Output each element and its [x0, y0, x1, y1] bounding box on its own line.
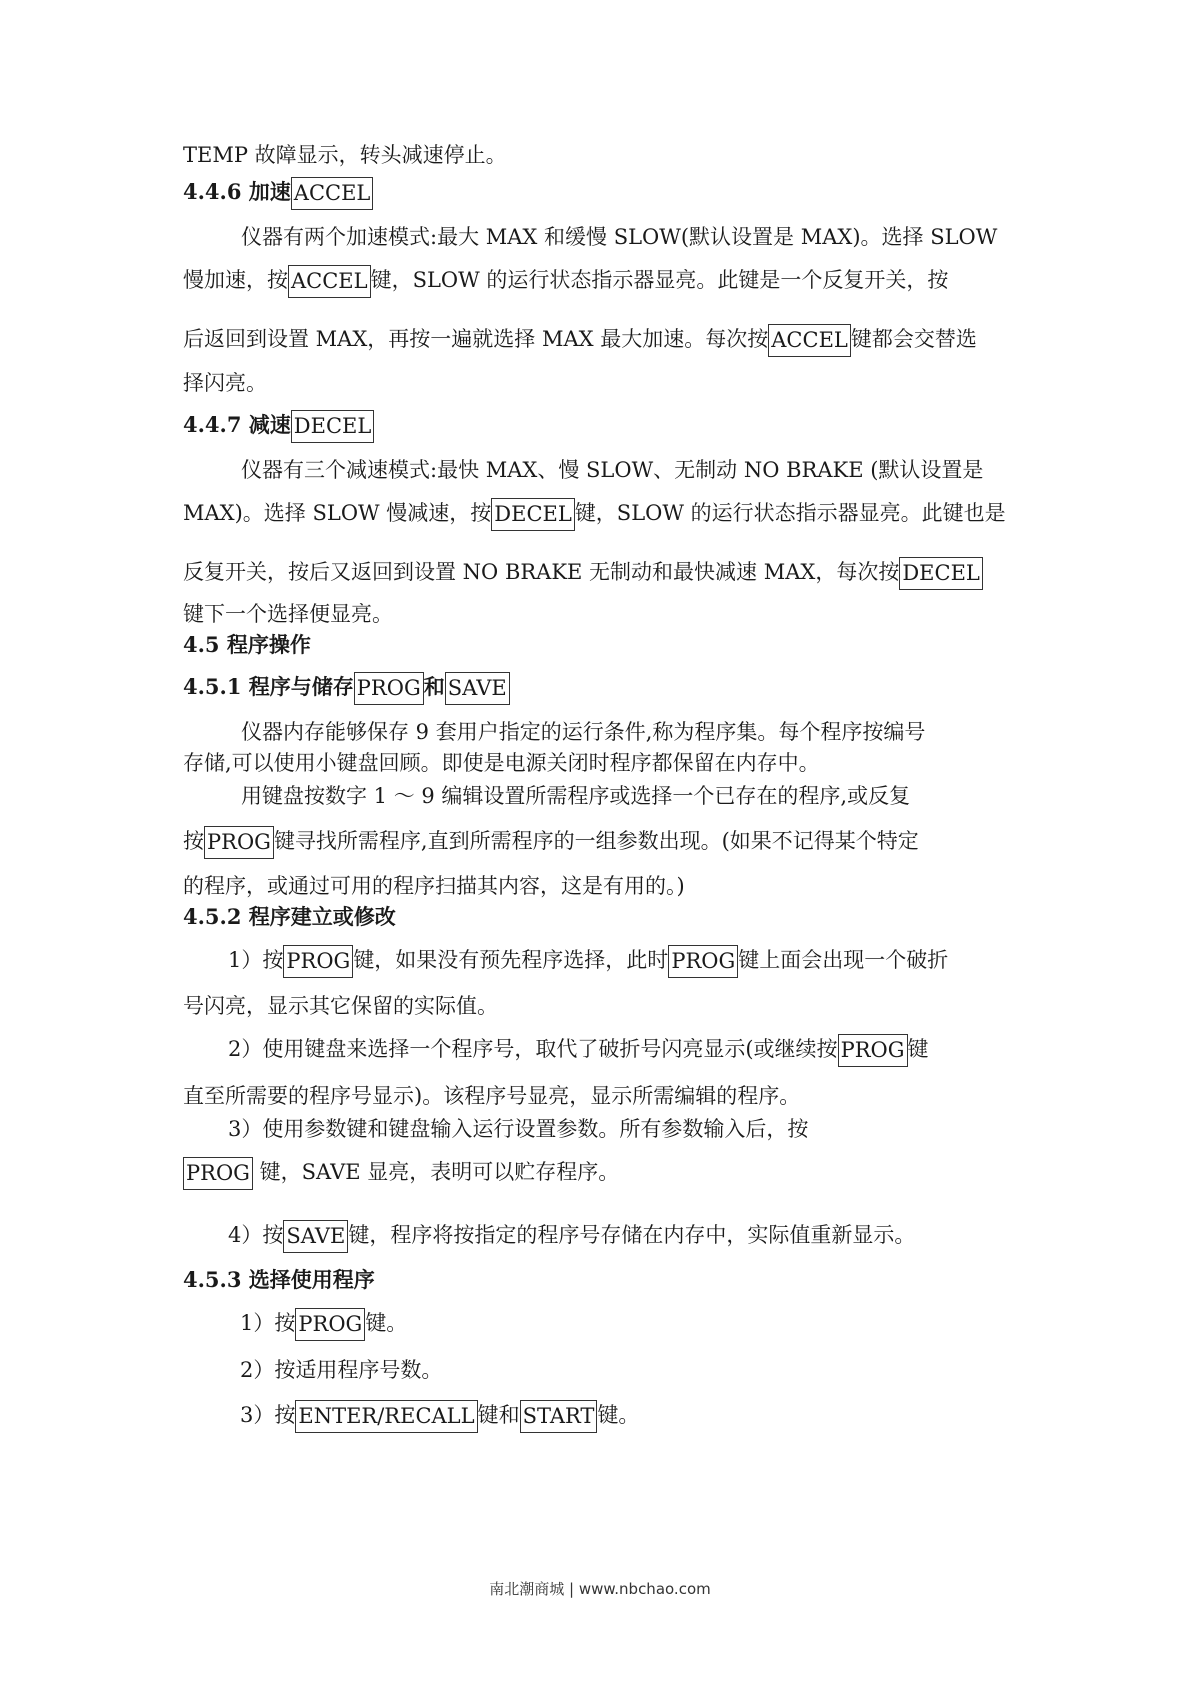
prog-key-label: PROG: [295, 1308, 365, 1341]
text-line: PROG 键，SAVE 显亮，表明可以贮存程序。: [183, 1157, 619, 1190]
accel-key-label: ACCEL: [768, 324, 851, 357]
prog-key-label: PROG: [283, 945, 353, 978]
text-line: 1）按 PROG 键。: [240, 1308, 407, 1341]
prog-key-label: PROG: [204, 826, 274, 859]
heading-4-5: 4.5 程序操作: [183, 632, 311, 657]
text-line: MAX)。选择 SLOW 慢减速，按 DECEL 键，SLOW 的运行状态指示器显亮。此键也是: [183, 498, 1006, 531]
text-line: 仪器内存能够保存 9 套用户指定的运行条件,称为程序集。每个程序按编号: [241, 720, 926, 744]
text-line: 仪器有三个减速模式:最快 MAX、慢 SLOW、无制动 NO BRAKE (默认设置是: [241, 458, 984, 482]
text-line: 按 PROG 键寻找所需程序,直到所需程序的一组参数出现。(如果不记得某个特定: [183, 826, 919, 859]
save-key-label: SAVE: [445, 672, 510, 705]
text-line: 号闪亮，显示其它保留的实际值。: [183, 994, 498, 1018]
heading-4-5-3: 4.5.3 选择使用程序: [183, 1267, 375, 1292]
prog-key-label: PROG: [354, 672, 424, 705]
text-line: 3）按 ENTER/RECALL 键和 START 键。: [240, 1400, 639, 1433]
text-line: 慢加速，按 ACCEL 键，SLOW 的运行状态指示器显亮。此键是一个反复开关，按: [183, 265, 948, 298]
text-line: 反复开关，按后又返回到设置 NO BRAKE 无制动和最快减速 MAX，每次按 DECEL: [183, 557, 983, 590]
heading-4-5-1: 4.5.1 程序与储存 PROG 和 SAVE: [183, 672, 510, 705]
text-line: 的程序，或通过可用的程序扫描其内容，这是有用的。): [183, 874, 685, 898]
text-line: 3）使用参数键和键盘输入运行设置参数。所有参数输入后，按: [228, 1117, 809, 1141]
decel-key-label: DECEL: [491, 498, 575, 531]
text-line: 直至所需要的程序号显示)。该程序号显亮，显示所需编辑的程序。: [183, 1084, 801, 1108]
text-line: 4）按 SAVE 键，程序将按指定的程序号存储在内存中，实际值重新显示。: [228, 1220, 915, 1253]
text-line: 存储,可以使用小键盘回顾。即使是电源关闭时程序都保留在内存中。: [183, 751, 820, 775]
heading-4-4-6: 4.4.6 加速 ACCEL: [183, 177, 373, 210]
text-line: 2）使用键盘来选择一个程序号，取代了破折号闪亮显示(或继续按 PROG 键: [228, 1034, 929, 1067]
decel-key-label: DECEL: [899, 557, 983, 590]
text-line: 用键盘按数字 1 ～ 9 编辑设置所需程序或选择一个已存在的程序,或反复: [241, 784, 911, 808]
accel-key-label: ACCEL: [291, 177, 374, 210]
text-line: TEMP 故障显示，转头减速停止。: [183, 143, 507, 167]
decel-key-label: DECEL: [291, 410, 375, 443]
prog-key-label: PROG: [838, 1034, 908, 1067]
text-line: 择闪亮。: [183, 371, 267, 395]
page-footer: 南北潮商城 | www.nbchao.com: [489, 1580, 711, 1598]
heading-4-4-7: 4.4.7 减速 DECEL: [183, 410, 374, 443]
heading-4-5-2: 4.5.2 程序建立或修改: [183, 904, 396, 929]
text-line: 2）按适用程序号数。: [240, 1358, 443, 1382]
text-line: 仪器有两个加速模式:最大 MAX 和缓慢 SLOW(默认设置是 MAX)。选择 SLOW: [241, 225, 998, 249]
prog-key-label: PROG: [668, 945, 738, 978]
save-key-label: SAVE: [283, 1220, 348, 1253]
start-key-label: START: [520, 1400, 598, 1433]
accel-key-label: ACCEL: [288, 265, 371, 298]
prog-key-label: PROG: [183, 1157, 253, 1190]
text-line: 1）按 PROG 键，如果没有预先程序选择，此时 PROG 键上面会出现一个破折: [228, 945, 948, 978]
text-line: 键下一个选择便显亮。: [183, 602, 393, 626]
text-line: 后返回到设置 MAX，再按一遍就选择 MAX 最大加速。每次按 ACCEL 键都会交替选: [183, 324, 977, 357]
enter-recall-key-label: ENTER/RECALL: [295, 1400, 477, 1433]
